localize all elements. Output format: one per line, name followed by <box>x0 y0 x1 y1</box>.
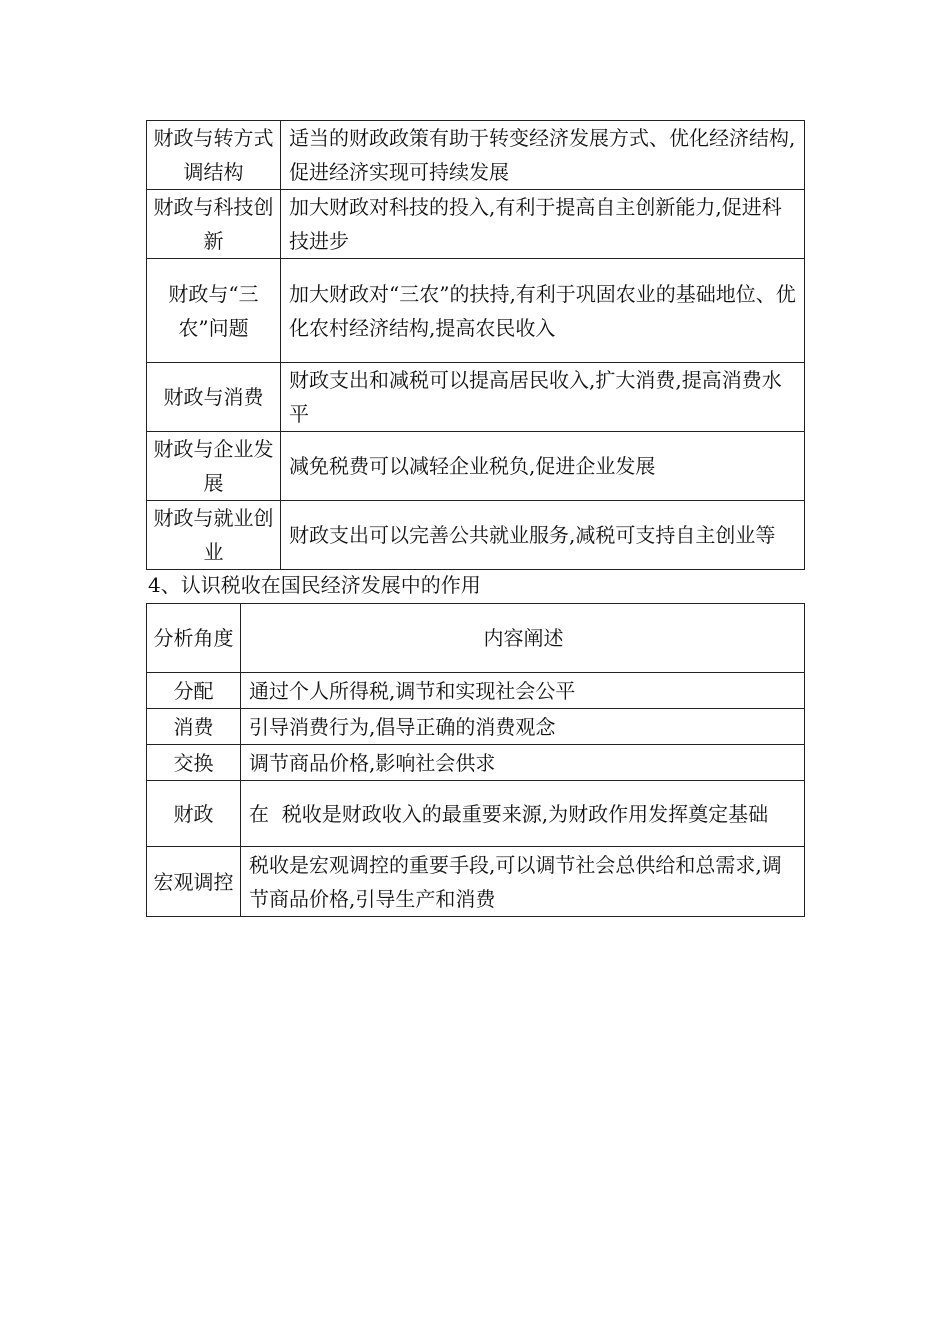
topic-cell: 财政与科技创新 <box>147 190 281 259</box>
topic-cell: 财政与就业创业 <box>147 501 281 570</box>
angle-cell: 交换 <box>147 745 241 781</box>
tax-role-table <box>146 603 805 917</box>
fiscal-role-table <box>146 120 805 570</box>
table-row <box>147 673 805 709</box>
section-heading: 4、认识税收在国民经济发展中的作用 <box>148 573 481 597</box>
header-angle-cell: 分析角度 <box>147 604 241 673</box>
content-cell: 财政支出和减税可以提高居民收入,扩大消费,提高消费水平 <box>281 363 805 432</box>
angle-cell: 消费 <box>147 709 241 745</box>
content-cell: 通过个人所得税,调节和实现社会公平 <box>241 673 805 709</box>
angle-cell: 宏观调控 <box>147 847 241 917</box>
table-header-row <box>147 604 805 673</box>
content-cell: 加大财政对科技的投入,有利于提高自主创新能力,促进科技进步 <box>281 190 805 259</box>
content-cell: 引导消费行为,倡导正确的消费观念 <box>241 709 805 745</box>
table-row <box>147 501 805 570</box>
content-cell: 财政支出可以完善公共就业服务,减税可支持自主创业等 <box>281 501 805 570</box>
table-row <box>147 432 805 501</box>
table-row <box>147 847 805 917</box>
content-cell: 在 税收是财政收入的最重要来源,为财政作用发挥奠定基础 <box>241 781 805 847</box>
content-cell: 调节商品价格,影响社会供求 <box>241 745 805 781</box>
content-cell: 减免税费可以减轻企业税负,促进企业发展 <box>281 432 805 501</box>
document-body <box>146 120 804 917</box>
table-row <box>147 709 805 745</box>
angle-cell: 分配 <box>147 673 241 709</box>
table-row <box>147 190 805 259</box>
table-row <box>147 363 805 432</box>
table-row <box>147 781 805 847</box>
content-cell: 税收是宏观调控的重要手段,可以调节社会总供给和总需求,调节商品价格,引导生产和消费 <box>241 847 805 917</box>
topic-cell: 财政与“三农”问题 <box>147 259 281 363</box>
topic-cell: 财政与消费 <box>147 363 281 432</box>
topic-cell: 财政与转方式调结构 <box>147 121 281 190</box>
table-row <box>147 259 805 363</box>
content-cell: 适当的财政政策有助于转变经济发展方式、优化经济结构,促进经济实现可持续发展 <box>281 121 805 190</box>
angle-cell: 财政 <box>147 781 241 847</box>
content-cell: 加大财政对“三农”的扶持,有利于巩固农业的基础地位、优化农村经济结构,提高农民收入 <box>281 259 805 363</box>
header-content-cell: 内容阐述 <box>241 604 805 673</box>
table-row <box>147 121 805 190</box>
topic-cell: 财政与企业发展 <box>147 432 281 501</box>
table-row <box>147 745 805 781</box>
